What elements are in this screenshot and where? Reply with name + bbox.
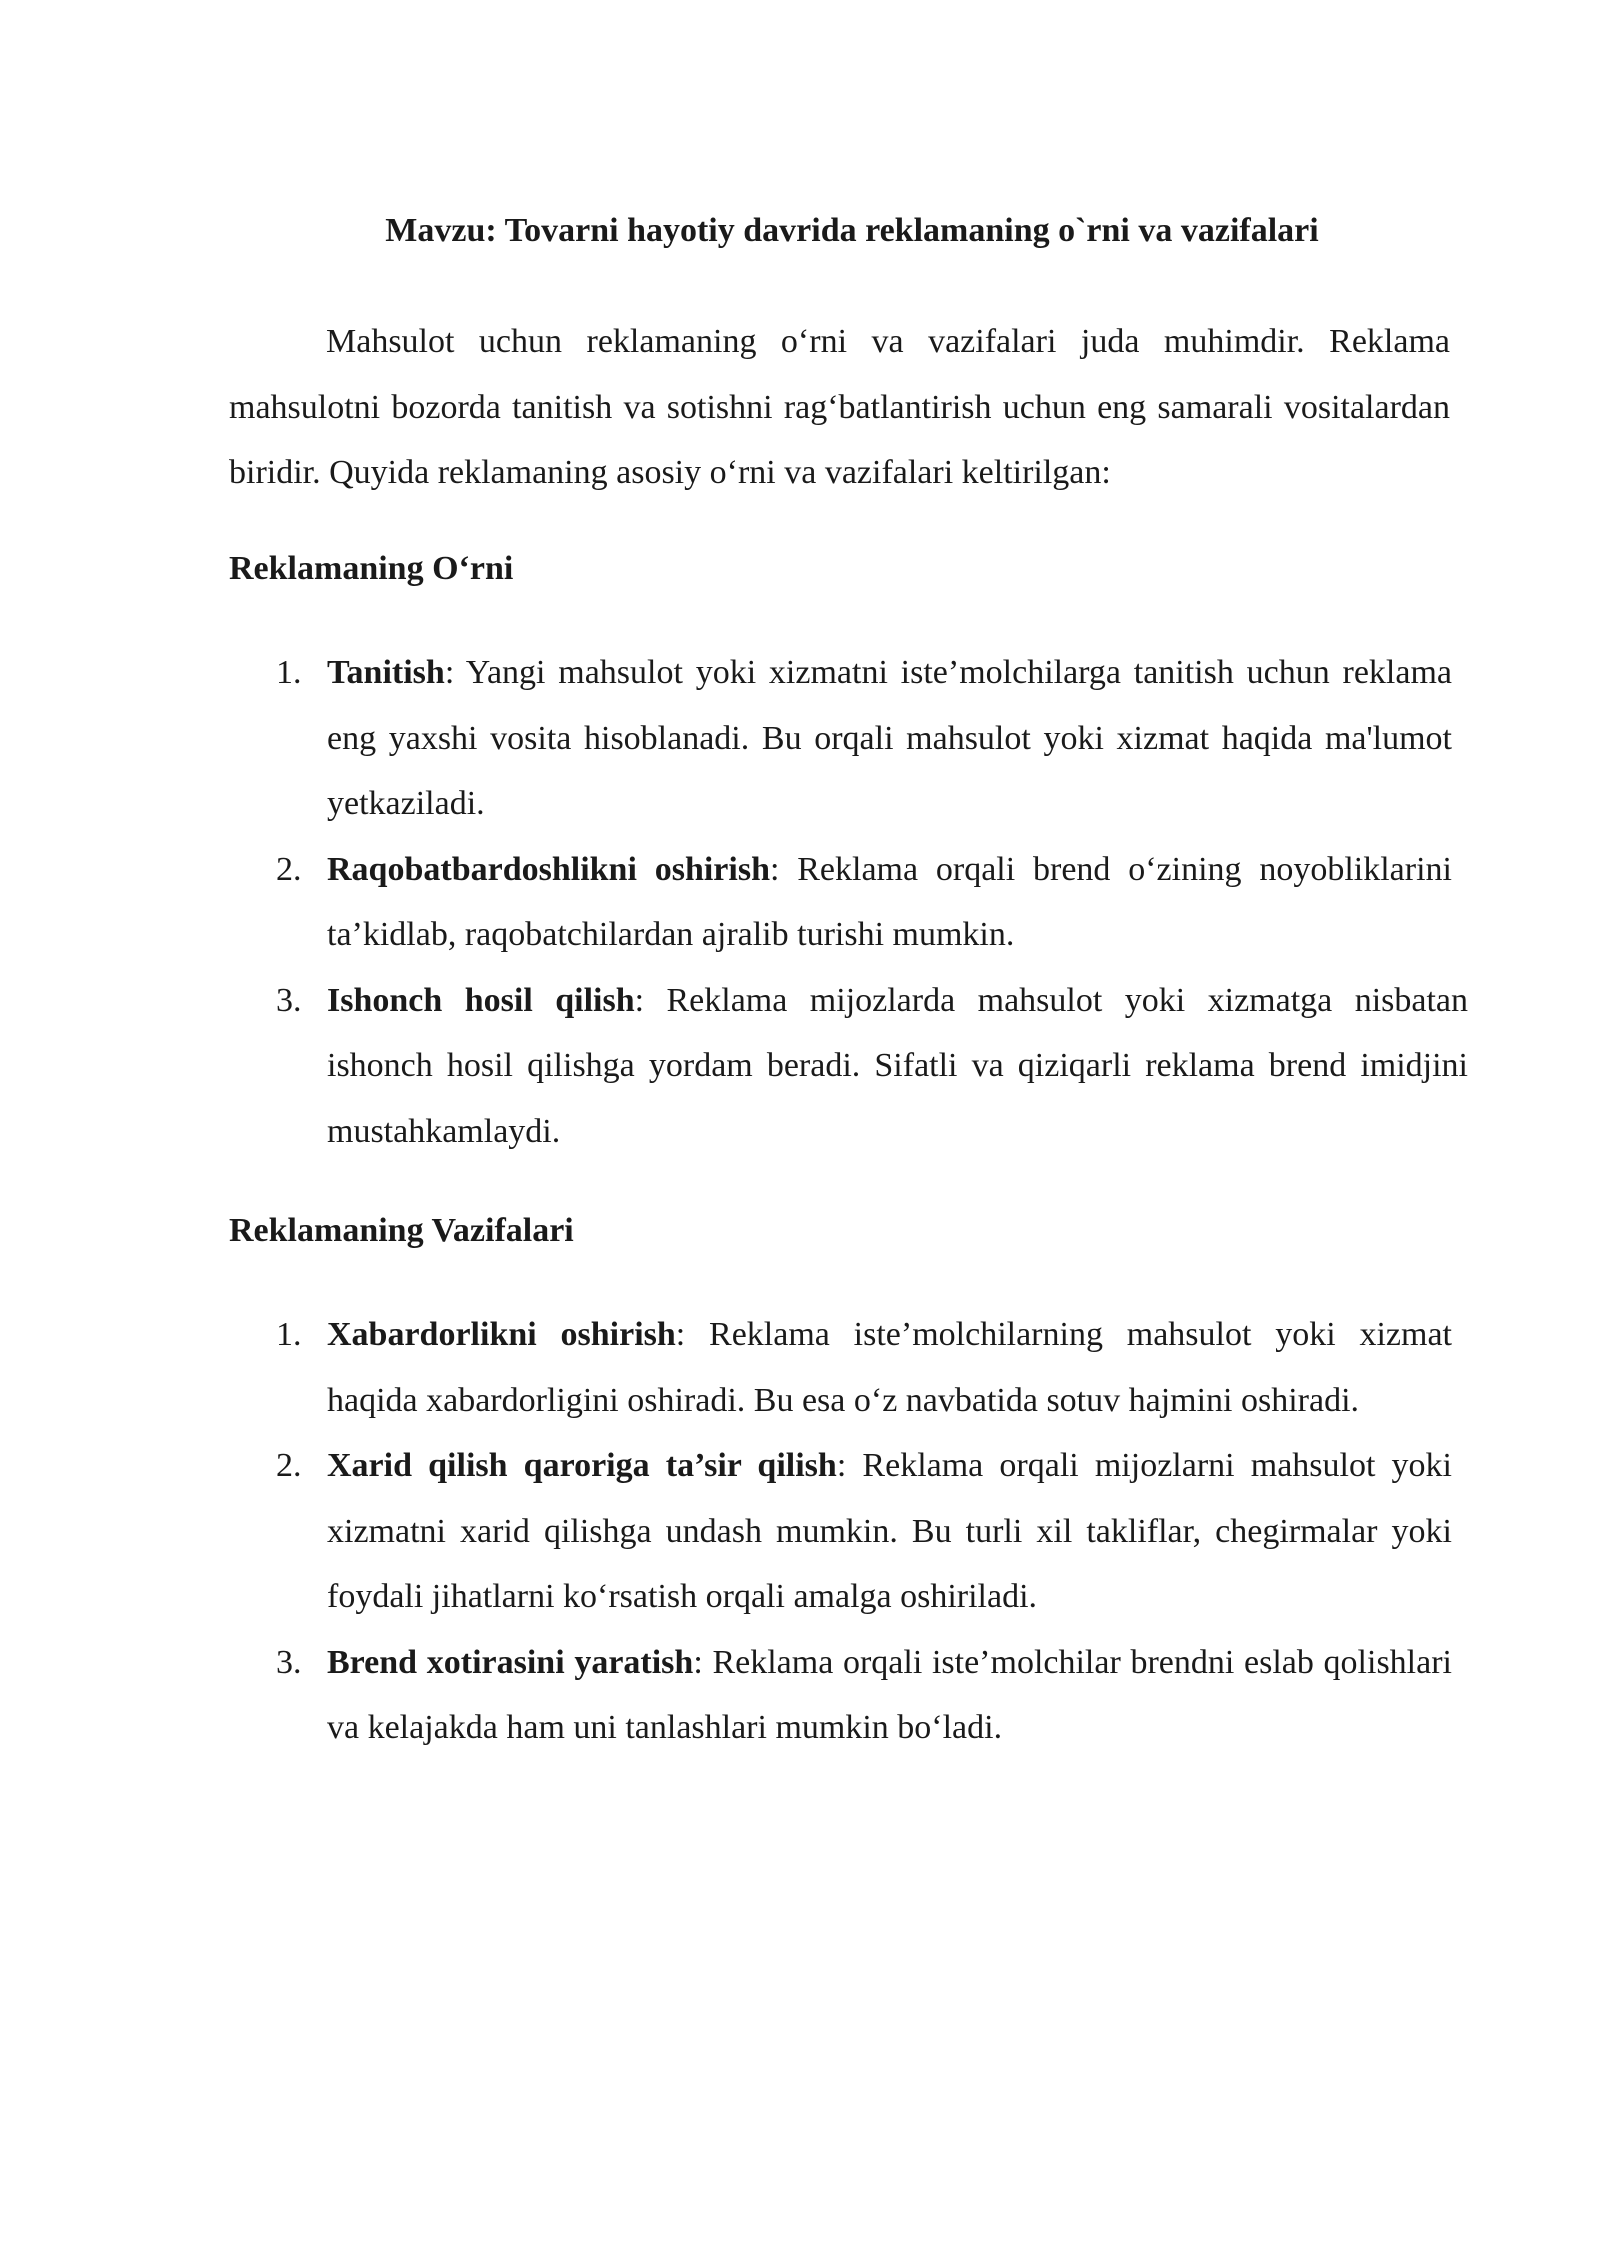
list-item-term: Ishonch hosil qilish	[327, 981, 635, 1019]
list-item	[227, 1630, 1452, 1761]
list-item-term: Brend xotirasini yaratish	[327, 1643, 694, 1681]
list-item-number: 1.	[276, 1316, 302, 1353]
list-item-text: : Reklama iste’molchilarning mahsulot yoki xizmat haqida xabardorligini oshiradi. Bu esa o‘z navbatida sotuv hajmini oshiradi.	[327, 1316, 1452, 1419]
list-item-term: Xarid qilish qaroriga ta’sir qilish	[327, 1447, 837, 1484]
list-item-number: 2.	[276, 1447, 302, 1484]
orni-list	[227, 640, 1468, 1164]
page-title: Mavzu: Tovarni hayotiy davrida reklamaning o`rni va vazifalari	[385, 212, 1319, 249]
list-item-text: : Yangi mahsulot yoki xizmatni iste’molchilarga tanitish uchun reklama eng yaxshi vosita hisoblanadi. Bu orqali mahsulot yoki xizmat haqida ma'lumot yetkaziladi.	[327, 654, 1452, 822]
list-item	[227, 1433, 1452, 1630]
list-item-number: 2.	[276, 850, 302, 888]
list-item-number: 3.	[276, 981, 302, 1019]
list-item-number: 1.	[276, 654, 302, 691]
list-item	[227, 968, 1468, 1165]
vazifalari-list	[227, 1302, 1452, 1761]
list-item-term: Xabardorlikni oshirish	[327, 1316, 676, 1353]
list-item-text: : Reklama orqali iste’molchilar brendni eslab qolishlari va kelajakda ham uni tanlashlari mumkin bo‘ladi.	[327, 1643, 1452, 1746]
list-item	[227, 1302, 1452, 1433]
list-item	[227, 640, 1452, 837]
list-item-text: : Reklama orqali mijozlarni mahsulot yoki xizmatni xarid qilishga undash mumkin. Bu turli xil takliflar, chegirmalar yoki foydali jihatlarni ko‘rsatish orqali amalga oshiriladi.	[327, 1447, 1452, 1615]
list-item-term: Tanitish	[327, 654, 445, 691]
section-heading-vazifalari: Reklamaning Vazifalari	[229, 1212, 574, 1249]
list-item	[227, 837, 1452, 968]
list-item-number: 3.	[276, 1643, 302, 1681]
section-heading-orni: Reklamaning O‘rni	[229, 550, 514, 587]
intro-paragraph: Mahsulot uchun reklamaning o‘rni va vazifalari juda muhimdir. Reklama mahsulotni bozorda tanitish va sotishni rag‘batlantirish uchun eng samarali vositalardan biridir. Quyida reklamaning asosiy o‘rni va vazifalari keltirilgan:	[229, 323, 1450, 491]
list-item-text: : Reklama mijozlarda mahsulot yoki xizmatga nisbatan ishonch hosil qilishga yordam beradi. Sifatli va qiziqarli reklama brend imidjini mustahkamlaydi.	[327, 981, 1468, 1150]
list-item-term: Raqobatbardoshlikni oshirish	[327, 850, 770, 888]
list-item-text: : Reklama orqali brend o‘zining noyobliklarini ta’kidlab, raqobatchilardan ajralib turishi mumkin.	[327, 850, 1452, 953]
